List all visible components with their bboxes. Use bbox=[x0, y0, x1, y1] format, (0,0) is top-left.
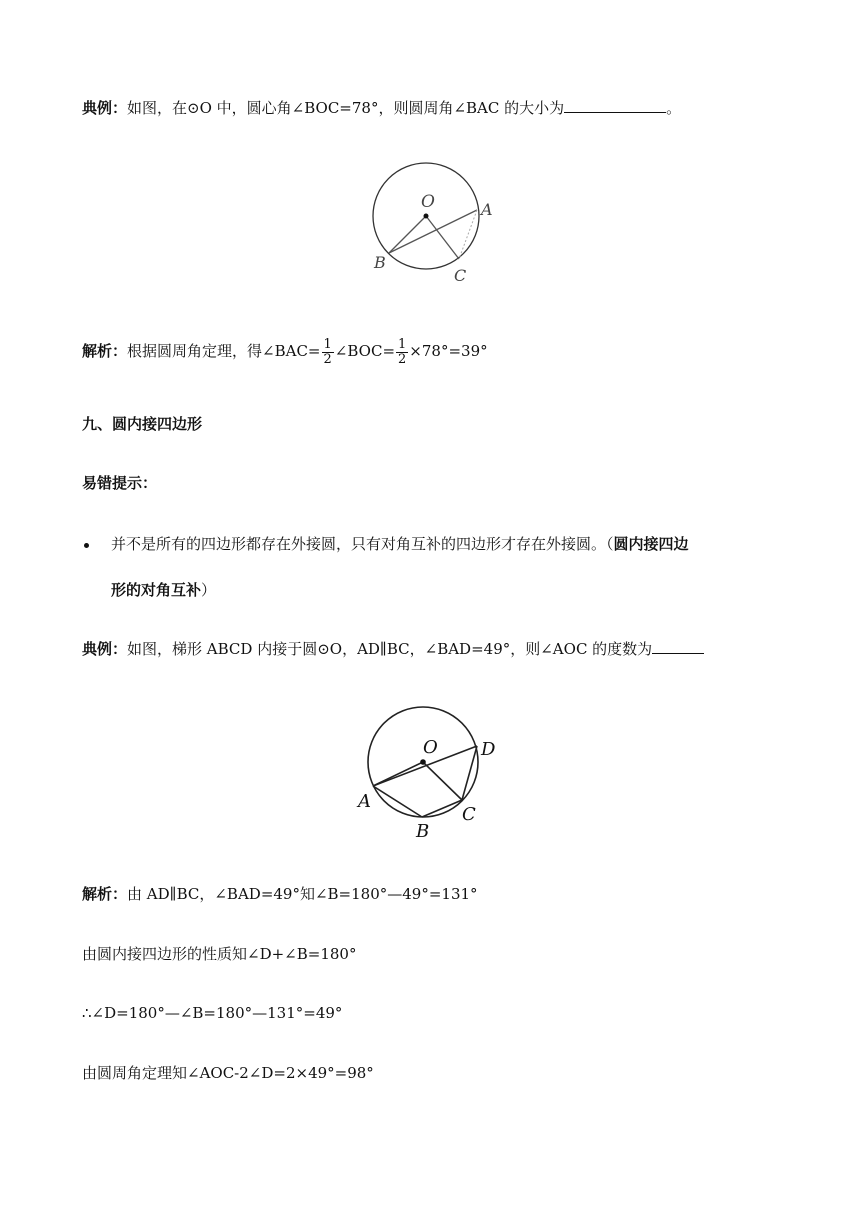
solution1-text-a: 根据圆周角定理，得∠BAC= bbox=[127, 342, 321, 360]
figure2-label-D: D bbox=[481, 739, 495, 760]
example2-text: 如图，梯形 ABCD 内接于圆⊙O，AD∥BC，∠BAD=49°，则∠AOC 的度数为 bbox=[127, 640, 653, 658]
figure1-line-OB bbox=[389, 216, 426, 253]
answer-blank-2 bbox=[652, 638, 704, 654]
answer-blank-1 bbox=[564, 97, 666, 113]
solution1-text-b: ∠BOC= bbox=[334, 342, 396, 360]
figure2-line-BA bbox=[373, 786, 422, 817]
solution2-colon: ： bbox=[112, 885, 128, 903]
tips-label: 易错提示： bbox=[82, 474, 158, 492]
figure1-line-OC bbox=[426, 216, 459, 259]
solution2-line1-text: 由 AD∥BC，∠BAD=49°知∠B=180°—49°=131° bbox=[127, 885, 478, 903]
solution2-line2: 由圆内接四边形的性质知∠D+∠B=180° bbox=[82, 945, 357, 963]
solution1-label: 解析 bbox=[82, 342, 113, 360]
example1-end: 。 bbox=[666, 99, 682, 117]
bullet1-paren-open: （ bbox=[606, 535, 614, 553]
fraction-1-denominator: 2 bbox=[323, 351, 332, 367]
bullet1-bold-b: 形的对角互补 bbox=[111, 581, 202, 599]
fraction-2-numerator: 1 bbox=[398, 336, 407, 352]
bullet-dot bbox=[84, 543, 89, 548]
figure1-label-B: B bbox=[374, 253, 386, 272]
figure1-circle-diagram bbox=[360, 160, 510, 290]
fraction-one-half-2 bbox=[396, 338, 408, 367]
figure2-label-A: A bbox=[358, 791, 371, 812]
figure1-label-C: C bbox=[454, 266, 467, 285]
solution2-label: 解析 bbox=[82, 885, 113, 903]
figure1-line-BA bbox=[389, 210, 477, 253]
fraction-2-denominator: 2 bbox=[398, 351, 407, 367]
example2-line bbox=[82, 638, 704, 659]
figure2-line-OC bbox=[423, 762, 462, 800]
fraction-one-half-1 bbox=[322, 338, 334, 367]
bullet1-line2 bbox=[111, 580, 216, 600]
solution1-colon: ： bbox=[112, 342, 128, 360]
example1-colon: ： bbox=[112, 99, 128, 117]
figure2-label-B: B bbox=[416, 821, 430, 842]
bullet1-bold-a: 圆内接四边 bbox=[613, 535, 689, 553]
figure2-center-point bbox=[420, 759, 426, 765]
example1-text: 如图，在⊙O 中，圆心角∠BOC=78°，则圆周角∠BAC 的大小为 bbox=[127, 99, 565, 117]
solution1-line bbox=[82, 336, 488, 367]
example2-colon: ： bbox=[112, 640, 128, 658]
figure2-label-C: C bbox=[462, 804, 476, 825]
figure1-label-O: O bbox=[421, 192, 435, 212]
example1-line bbox=[82, 97, 681, 118]
example2-label: 典例 bbox=[82, 640, 113, 658]
figure2-circle-diagram bbox=[355, 700, 495, 845]
solution2-line4: 由圆周角定理知∠AOC-2∠D=2×49°=98° bbox=[82, 1064, 374, 1082]
bullet1-text: 并不是所有的四边形都存在外接圆，只有对角互补的四边形才存在外接圆。 bbox=[111, 535, 607, 553]
figure1-label-A: A bbox=[481, 200, 493, 219]
solution2-line1 bbox=[82, 884, 478, 904]
figure1-center-point bbox=[424, 214, 429, 219]
section-9-title: 九、圆内接四边形 bbox=[82, 415, 203, 433]
fraction-1-numerator: 1 bbox=[323, 336, 332, 352]
solution1-text-c: ×78°=39° bbox=[409, 342, 488, 360]
bullet1-paren-close: ） bbox=[201, 581, 217, 599]
solution2-line3: ∴∠D=180°—∠B=180°—131°=49° bbox=[82, 1004, 343, 1022]
figure2-label-O: O bbox=[423, 737, 438, 758]
example1-label: 典例 bbox=[82, 99, 113, 117]
bullet1-line1 bbox=[111, 534, 689, 554]
figure2-line-AO bbox=[373, 762, 423, 786]
